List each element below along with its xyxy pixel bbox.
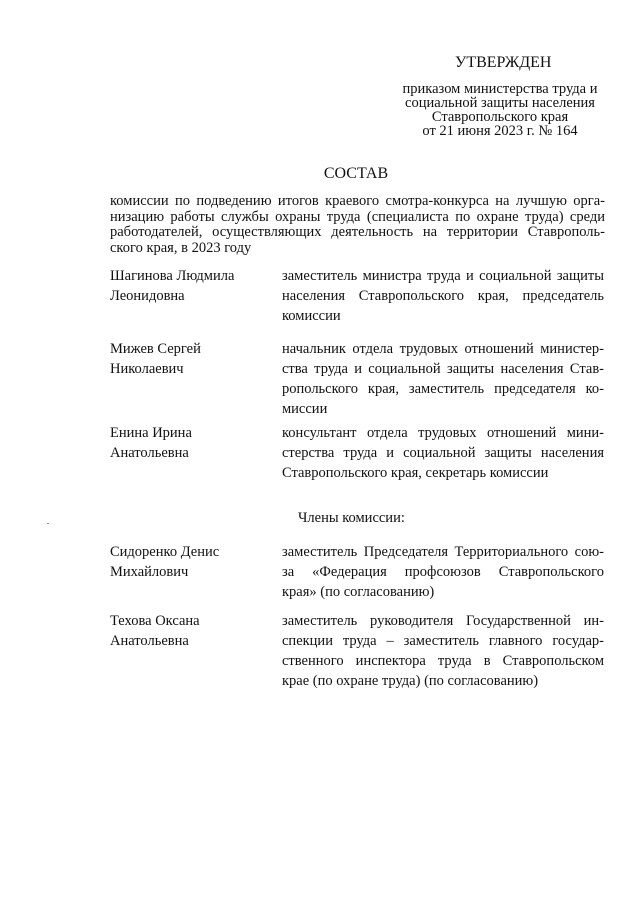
member-role-line: края» (по согласованию) bbox=[282, 584, 435, 600]
member-role-line: начальник отдела трудовых отношений министер- bbox=[282, 341, 604, 357]
subtitle-line: комиссии по подведению итогов краевого смотра-конкурса на лучшую орга- bbox=[110, 193, 605, 209]
order-line: приказом министерства труда и bbox=[402, 81, 598, 97]
member-role bbox=[282, 266, 604, 326]
member-role-line: заместитель руководителя Государственной ин- bbox=[282, 613, 604, 629]
member-name-line: Михайлович bbox=[110, 564, 189, 580]
member-role bbox=[282, 423, 604, 483]
member-name-line: Мижев Сергей bbox=[110, 341, 201, 357]
subtitle-line: работодателей, осуществляющих деятельность на территории Ставрополь- bbox=[110, 224, 605, 240]
member-role bbox=[282, 339, 604, 419]
member-name-line: Анатольевна bbox=[110, 633, 189, 649]
member-role-line: комиссии bbox=[282, 308, 341, 324]
member-role-line: консультант отдела трудовых отношений мини- bbox=[282, 425, 604, 441]
member-name-line: Анатольевна bbox=[110, 445, 189, 461]
member-role-line: крае (по охране труда) (по согласованию) bbox=[282, 673, 539, 689]
member-name bbox=[110, 611, 270, 651]
member-name-line: Техова Оксана bbox=[110, 613, 200, 629]
member-name bbox=[110, 423, 270, 463]
order-line: Ставропольского края bbox=[431, 109, 569, 125]
member-role-line: ства труда и социальной защиты населения Став- bbox=[282, 361, 604, 377]
member-role-line: заместитель министра труда и социальной защиты bbox=[282, 268, 604, 284]
member-name bbox=[110, 266, 270, 306]
member-role bbox=[282, 611, 604, 691]
member-name bbox=[110, 339, 270, 379]
approval-order-reference bbox=[380, 82, 620, 138]
member-name-line: Николаевич bbox=[110, 361, 184, 377]
member-name-line: Шагинова Людмила bbox=[110, 268, 235, 284]
subtitle-line: ского края, в 2023 году bbox=[110, 239, 252, 256]
members-heading: Члены комиссии: bbox=[298, 510, 405, 526]
subtitle-line: низацию работы службы охраны труда (специалиста по охране труда) среди bbox=[110, 208, 605, 225]
order-line: от 21 июня 2023 г. № 164 bbox=[422, 123, 578, 139]
approval-stamp-title: УТВЕРЖДЕН bbox=[455, 54, 552, 71]
member-role-line: населения Ставропольского края, председатель bbox=[282, 288, 604, 304]
member-role-line: миссии bbox=[282, 401, 328, 417]
member-name bbox=[110, 542, 270, 582]
document-title: СОСТАВ bbox=[323, 165, 389, 182]
member-role bbox=[282, 542, 604, 602]
member-role-line: стерства труда и социальной защиты населения bbox=[282, 445, 604, 461]
member-name-line: Енина Ирина bbox=[110, 425, 192, 441]
member-role-line: спекции труда – заместитель главного государ- bbox=[282, 633, 604, 649]
member-role-line: заместитель Председателя Территориального сою- bbox=[282, 544, 604, 560]
order-line: социальной защиты населения bbox=[405, 95, 595, 111]
member-role-line: Ставропольского края, секретарь комиссии bbox=[282, 465, 549, 481]
member-role-line: ственного инспектора труда в Ставропольском bbox=[282, 653, 604, 669]
member-role-line: ропольского края, заместитель председателя ко- bbox=[282, 381, 604, 397]
member-name-line: Леонидовна bbox=[110, 288, 185, 304]
scan-speck bbox=[47, 523, 49, 524]
member-name-line: Сидоренко Денис bbox=[110, 544, 220, 560]
member-role-line: за «Федерация профсоюзов Ставропольского bbox=[282, 564, 604, 580]
document-subtitle bbox=[110, 194, 605, 256]
